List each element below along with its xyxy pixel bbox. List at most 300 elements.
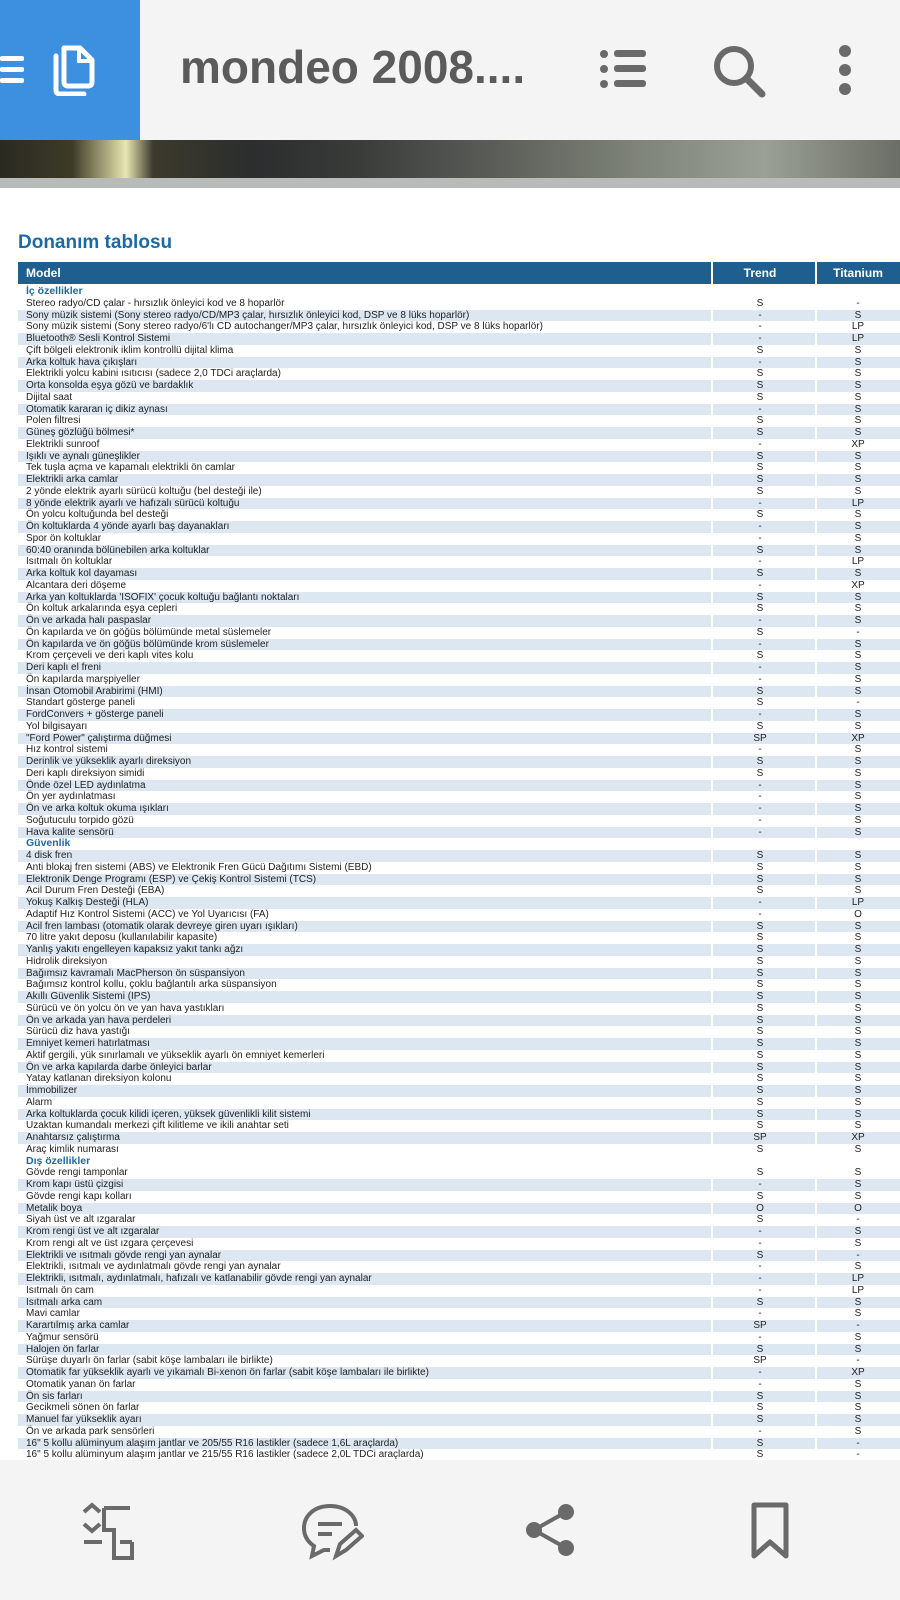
table-row (18, 1367, 900, 1379)
titanium-value: - (856, 1355, 860, 1367)
table-row (18, 874, 900, 886)
table-row (18, 592, 900, 604)
titanium-value: S (854, 1226, 862, 1237)
trend-value: - (758, 309, 762, 321)
table-row (18, 686, 900, 698)
feature-label: Derinlik ve yükseklik ayarlı direksiyon (26, 756, 192, 767)
table-row (18, 545, 900, 557)
table-row (18, 1003, 900, 1015)
titanium-value: S (854, 1014, 862, 1026)
trend-value: S (756, 1437, 764, 1449)
table-row (18, 1132, 900, 1144)
titanium-value: LP (851, 497, 865, 509)
feature-label: Emniyet kemeri hatırlatması (26, 1038, 150, 1049)
trend-value: S (756, 967, 764, 979)
table-row (18, 1250, 900, 1262)
titanium-value: S (854, 944, 862, 955)
titanium-value: S (854, 1343, 862, 1355)
titanium-value: S (854, 1261, 862, 1273)
feature-label: Araç kimlik numarası (26, 1143, 119, 1155)
list-icon[interactable] (598, 44, 648, 94)
titanium-value: - (856, 1214, 860, 1226)
trend-value: S (756, 1402, 764, 1414)
feature-label: Krom çerçeveli ve deri kaplı vites kolu (26, 650, 194, 662)
feature-label: Halojen ön farlar (26, 1343, 100, 1355)
table-row (18, 662, 900, 674)
titanium-value: S (854, 591, 862, 603)
feature-label: Elektrikli yolcu kabini ısıtıcısı (sadece 2,0 TDCi araçlarda) (26, 368, 281, 380)
trend-value: - (758, 521, 762, 532)
feature-label: Orta konsolda eşya gözü ve bardaklık (26, 380, 194, 391)
feature-label: Bağımsız kontrol kollu, çoklu bağlantılı arka süspansiyon (26, 979, 277, 991)
titanium-value: LP (851, 333, 865, 344)
titanium-value: S (854, 1179, 862, 1190)
more-vert-icon[interactable] (836, 44, 854, 96)
trend-value: - (758, 908, 762, 920)
trend-value: S (756, 568, 764, 579)
trend-value: - (758, 615, 762, 626)
table-row (18, 1191, 900, 1203)
feature-label: Ön sis farları (26, 1390, 83, 1402)
table-row (18, 650, 900, 662)
feature-label: Ön ve arka koltuk okuma ışıkları (26, 803, 169, 814)
titanium-value: S (854, 427, 862, 438)
titanium-value: - (856, 697, 860, 709)
trend-value: S (756, 1038, 764, 1049)
table-row (18, 1179, 900, 1191)
trend-value: - (758, 356, 762, 368)
feature-label: Dijital saat (26, 391, 73, 403)
trend-value: - (758, 438, 762, 450)
feature-label: Krom kapı üstü çizgisi (26, 1179, 124, 1190)
table-row (18, 991, 900, 1003)
titanium-value: S (854, 814, 862, 826)
titanium-value: S (854, 403, 862, 415)
column-header-trend: Trend (743, 266, 777, 280)
feature-label: Polen filtresi (26, 415, 81, 427)
feature-label: Çift bölgeli elektronik iklim kontrollü dijital klima (26, 344, 234, 356)
feature-label: Otomatik far yükseklik ayarlı ve yıkamalı Bi-xenon ön farlar (sabit köşe lambaları ile birlikte) (26, 1367, 429, 1378)
table-row (18, 921, 900, 933)
trend-value: SP (753, 732, 767, 744)
feature-label: Ön koltuk arkalarında eşya cepleri (26, 603, 178, 615)
titanium-value: S (854, 1308, 862, 1320)
share-icon[interactable] (524, 1502, 576, 1558)
feature-label: 8 yönde elektrik ayarlı ve hafızalı sürücü koltuğu (26, 497, 240, 509)
bookmark-icon[interactable] (750, 1502, 790, 1560)
trend-value: S (756, 720, 764, 732)
titanium-value: S (854, 709, 862, 720)
feature-label: Siyah üst ve alt ızgaralar (26, 1214, 136, 1226)
trend-value: - (758, 1284, 762, 1296)
table-row (18, 1167, 900, 1179)
feature-label: İnsan Otomobil Arabirimi (HMI) (26, 685, 163, 697)
titanium-value: S (854, 356, 862, 368)
table-row (18, 498, 900, 510)
trend-value: - (758, 497, 762, 509)
feature-label: Isıtmalı arka cam (26, 1296, 103, 1308)
trend-value: S (756, 861, 764, 873)
feature-label: Yanlış yakıtı engelleyen kapaksız yakıt tankı ağzı (26, 944, 244, 955)
table-row (18, 709, 900, 721)
titanium-value: XP (851, 1132, 865, 1143)
titanium-value: S (854, 885, 862, 897)
trend-value: - (758, 579, 762, 591)
trend-value: S (756, 415, 764, 427)
titanium-value: S (854, 744, 862, 756)
comment-edit-icon[interactable] (300, 1502, 364, 1562)
feature-label: Otomatik yanan ön farlar (26, 1378, 136, 1390)
table-row (18, 768, 900, 780)
document-page[interactable] (0, 188, 900, 1460)
table-row (18, 1238, 900, 1250)
titanium-value: S (854, 615, 862, 626)
titanium-value: O (854, 908, 862, 920)
trend-value: - (758, 662, 762, 673)
table-row (18, 556, 900, 568)
titanium-value: LP (851, 556, 865, 568)
feature-label: Anahtarsız çalıştırma (26, 1132, 120, 1143)
feature-label: Elektrikli ve ısıtmalı gövde rengi yan aynalar (26, 1249, 222, 1261)
titanium-value: S (854, 1190, 862, 1202)
table-row (18, 521, 900, 533)
trend-value: S (756, 1214, 764, 1226)
titanium-value: O (854, 1202, 862, 1214)
table-row (18, 862, 900, 874)
feature-label: Elektrikli arka camlar (26, 474, 119, 485)
trend-value: - (758, 814, 762, 826)
table-row (18, 1226, 900, 1238)
page-heading: Donanım tablosu (18, 232, 173, 253)
titanium-value: XP (851, 579, 865, 591)
table-row (18, 1379, 900, 1391)
titanium-value: S (854, 662, 862, 673)
feature-label: Hız kontrol sistemi (26, 744, 108, 756)
section-title: Güvenlik (26, 837, 71, 850)
table-row (18, 1438, 900, 1450)
feature-label: Sony müzik sistemi (Sony stereo radyo/6'lı CD autochanger/MP3 çalar, hırsızlık önleyici kod, DSP ve 8 lüks hoparlör) (26, 321, 543, 333)
bottom-toolbar (0, 1460, 900, 1600)
titanium-value: S (854, 967, 862, 979)
feature-label: Isıtmalı ön koltuklar (26, 556, 113, 568)
feature-label: Sony müzik sistemi (Sony stereo radyo/CD/MP3 çalar, hırsızlık önleyici kod, DSP ve 8 lüks hoparlör) (26, 309, 470, 321)
feature-label: Krom rengi alt ve üst ızgara çerçevesi (26, 1237, 194, 1249)
feature-label: Otomatik kararan iç dikiz aynası (26, 403, 168, 415)
titanium-value: S (854, 1237, 862, 1249)
trend-value: S (756, 1085, 764, 1096)
titanium-value: S (854, 391, 862, 403)
table-row (18, 345, 900, 357)
feature-label: Isıtmalı ön cam (26, 1284, 94, 1296)
trend-value: - (758, 1331, 762, 1343)
feature-label: Alarm (26, 1096, 53, 1108)
table-row (18, 1214, 900, 1226)
feature-label: 70 litre yakıt deposu (kullanılabilir kapasite) (26, 932, 218, 944)
trend-value: S (756, 1343, 764, 1355)
titanium-value: S (854, 1296, 862, 1308)
table-row (18, 968, 900, 980)
trend-value: SP (753, 1132, 767, 1143)
trend-value: S (756, 920, 764, 932)
trend-value: - (758, 1261, 762, 1273)
table-row (18, 1085, 900, 1097)
trend-value: S (756, 685, 764, 697)
trend-value: S (756, 1026, 764, 1038)
titanium-value: S (854, 1425, 862, 1437)
titanium-value: S (854, 380, 862, 391)
feature-label: Yokuş Kalkış Desteği (HLA) (26, 897, 149, 908)
feature-label: Anti blokaj fren sistemi (ABS) ve Elektronik Fren Gücü Dağıtımı Sistemi (EBD) (26, 861, 372, 873)
feature-label: Tek tuşla açma ve kapamalı elektrikli ön camlar (26, 462, 235, 474)
titanium-value: S (854, 474, 862, 485)
feature-label: 16" 5 kollu alüminyum alaşım jantlar ve 205/55 R16 lastikler (sadece 1,6L araçlarda) (26, 1437, 399, 1449)
table-row (18, 1449, 900, 1460)
titanium-value: XP (851, 1367, 865, 1378)
titanium-value: S (854, 991, 862, 1002)
trend-value: S (756, 991, 764, 1002)
table-row (18, 885, 900, 897)
titanium-value: S (854, 685, 862, 697)
hamburger-menu-icon[interactable] (0, 56, 24, 84)
column-header-model: Model (26, 266, 61, 280)
table-row (18, 1426, 900, 1438)
feature-label: Uzaktan kumandalı merkezi çift kilitleme ve ikili anahtar seti (26, 1120, 289, 1132)
titanium-value: - (856, 1320, 860, 1331)
titanium-value: - (856, 626, 860, 638)
table-row (18, 1050, 900, 1062)
table-row (18, 1097, 900, 1109)
table-row (18, 1109, 900, 1121)
table-row (18, 721, 900, 733)
trend-value: S (756, 756, 764, 767)
trend-value: - (758, 532, 762, 544)
titanium-value: S (854, 1331, 862, 1343)
feature-label: Ön kapılarda ve ön göğüs bölümünde krom süslemeler (26, 638, 269, 650)
table-row (18, 1015, 900, 1027)
titanium-value: S (854, 368, 862, 380)
titanium-value: S (854, 1378, 862, 1390)
trend-value: S (756, 1108, 764, 1120)
table-row (18, 357, 900, 369)
feature-label: Arka koltuk hava çıkışları (26, 356, 138, 368)
table-row (18, 1261, 900, 1273)
table-row (18, 310, 900, 322)
table-row (18, 568, 900, 580)
feature-label: Adaptif Hız Kontrol Sistemi (ACC) ve Yol Uyarıcısı (FA) (26, 908, 269, 920)
trend-value: - (758, 826, 762, 838)
feature-label: 2 yönde elektrik ayarlı sürücü koltuğu (bel desteği ile) (26, 485, 262, 497)
trend-value: S (756, 1073, 764, 1085)
section-heading-row (18, 1156, 900, 1168)
table-row (18, 744, 900, 756)
titanium-value: S (854, 521, 862, 532)
table-row (18, 956, 900, 968)
feature-label: Sürüşe duyarlı ön farlar (sabit köşe lambaları ile birlikte) (26, 1355, 273, 1367)
table-row (18, 1144, 900, 1156)
trend-value: - (758, 1425, 762, 1437)
feature-label: FordConvers + gösterge paneli (26, 709, 164, 720)
feature-label: Acil fren lambası (otomatik olarak devreye giren uyarı ışıkları) (26, 920, 298, 932)
titanium-value: - (856, 1437, 860, 1449)
feature-label: Güneş gözlüğü bölmesi* (26, 427, 135, 438)
feature-label: 60:40 oranında bölünebilen arka koltuklar (26, 544, 210, 556)
trend-value: S (756, 885, 764, 897)
feature-label: Ön ve arkada halı paspaslar (26, 615, 152, 626)
table-row (18, 1320, 900, 1332)
table-row (18, 474, 900, 486)
table-row (18, 1062, 900, 1074)
copy-files-icon[interactable] (46, 44, 96, 96)
feature-label: Metalik boya (26, 1202, 83, 1214)
trend-value: S (756, 850, 764, 861)
feature-label: "Ford Power" çalıştırma düğmesi (26, 732, 172, 744)
trend-value: S (756, 1096, 764, 1108)
feature-label: Arka koltuk kol dayaması (26, 568, 138, 579)
titanium-value: S (854, 779, 862, 791)
feature-label: Alcantara deri döşeme (26, 579, 127, 591)
trend-value: S (756, 1143, 764, 1155)
titanium-value: S (854, 1143, 862, 1155)
trend-value: S (756, 932, 764, 944)
top-app-bar (0, 0, 900, 140)
table-row (18, 697, 900, 709)
titanium-value: LP (851, 1284, 865, 1296)
feature-label: Manuel far yükseklik ayarı (26, 1414, 142, 1425)
table-row (18, 897, 900, 909)
titanium-value: S (854, 861, 862, 873)
table-row (18, 827, 900, 839)
titanium-value: S (854, 344, 862, 356)
feature-label: Elektrikli, ısıtmalı ve aydınlatmalı gövde rengi yan aynalar (26, 1261, 281, 1273)
titanium-value: S (854, 1414, 862, 1425)
feature-label: Hava kalite sensörü (26, 826, 114, 838)
table-row (18, 1344, 900, 1356)
feature-label: Gövde rengi tamponlar (26, 1167, 128, 1179)
trend-value: S (756, 344, 764, 356)
feature-label: Elektronik Denge Programı (ESP) ve Çekiş Kontrol Sistemi (TCS) (26, 873, 317, 885)
table-header (18, 262, 900, 284)
titanium-value: S (854, 544, 862, 556)
titanium-value: S (854, 1402, 862, 1414)
titanium-value: S (854, 309, 862, 321)
table-row (18, 674, 900, 686)
trend-value: S (756, 1249, 764, 1261)
search-icon[interactable] (712, 44, 766, 98)
table-row (18, 780, 900, 792)
feature-label: Arka yan koltuklarda 'ISOFIX' çocuk koltuğu bağlantı noktaları (26, 591, 300, 603)
feature-label: Önde özel LED aydınlatma (26, 779, 146, 791)
trend-value: - (758, 321, 762, 333)
titanium-value: S (854, 673, 862, 685)
feature-label: Bluetooth® Sesli Kontrol Sistemi (26, 333, 171, 344)
titanium-value: S (854, 826, 862, 838)
trend-value: S (756, 979, 764, 991)
table-row (18, 298, 900, 310)
titanium-value: S (854, 450, 862, 462)
document-title: mondeo 2008.... (180, 41, 526, 93)
trend-value: S (756, 1120, 764, 1132)
trend-value: S (756, 873, 764, 885)
trend-value: - (758, 1226, 762, 1237)
header-divider (0, 178, 900, 188)
table-row (18, 627, 900, 639)
titanium-value: S (854, 485, 862, 497)
feature-label: Gövde rengi kapı kolları (26, 1190, 132, 1202)
table-row (18, 451, 900, 463)
section-heading-row (18, 838, 900, 850)
trend-value: S (756, 697, 764, 709)
table-row (18, 791, 900, 803)
titanium-value: S (854, 568, 862, 579)
feature-label: Acil Durum Fren Desteği (EBA) (26, 885, 165, 897)
titanium-value: S (854, 803, 862, 814)
table-row (18, 815, 900, 827)
table-row (18, 427, 900, 439)
feature-label: Yağmur sensörü (26, 1331, 99, 1343)
table-row (18, 944, 900, 956)
feature-label: Elektrikli sunroof (26, 438, 100, 450)
table-row (18, 462, 900, 474)
table-row (18, 1297, 900, 1309)
titanium-value: S (854, 462, 862, 474)
feature-label: Ön yer aydınlatması (26, 791, 116, 803)
fit-page-icon[interactable] (80, 1502, 136, 1562)
table-row (18, 1391, 900, 1403)
trend-value: O (756, 1202, 764, 1214)
feature-label: Sürücü diz hava yastığı (26, 1026, 130, 1038)
trend-value: S (756, 427, 764, 438)
feature-label: Spor ön koltuklar (26, 532, 102, 544)
trend-value: S (756, 626, 764, 638)
trend-value: S (756, 1190, 764, 1202)
feature-label: Mavi camlar (26, 1308, 80, 1320)
trend-value: - (758, 1273, 762, 1284)
menu-panel-button[interactable] (0, 0, 140, 140)
titanium-value: XP (851, 438, 865, 450)
trend-value: - (758, 638, 762, 650)
trend-value: S (756, 485, 764, 497)
table-row (18, 1026, 900, 1038)
titanium-value: S (854, 1167, 862, 1179)
trend-value: S (756, 767, 764, 779)
titanium-value: S (854, 1096, 862, 1108)
table-row (18, 1073, 900, 1085)
titanium-value: S (854, 603, 862, 615)
feature-label: 16" 5 kollu alüminyum alaşım jantlar ve 215/55 R16 lastikler (sadece 2,0L TDCi araçlarda) (26, 1449, 424, 1460)
table-row (18, 580, 900, 592)
titanium-value: S (854, 955, 862, 967)
trend-value: S (756, 297, 764, 309)
trend-value: - (758, 709, 762, 720)
table-row (18, 392, 900, 404)
table-row (18, 368, 900, 380)
section-title: Dış özellikler (26, 1154, 91, 1167)
table-row (18, 1402, 900, 1414)
trend-value: S (756, 1296, 764, 1308)
equipment-table (18, 286, 900, 1460)
titanium-value: - (856, 1249, 860, 1261)
table-row (18, 380, 900, 392)
feature-label: Stereo radyo/CD çalar - hırsızlık önleyici kod ve 8 hoparlör (26, 297, 285, 309)
trend-value: SP (753, 1355, 767, 1367)
titanium-value: S (854, 1061, 862, 1073)
feature-label: Akıllı Güvenlik Sistemi (IPS) (26, 991, 151, 1002)
document-header-image (0, 140, 900, 178)
titanium-value: S (854, 509, 862, 521)
table-row (18, 1332, 900, 1344)
table-row (18, 603, 900, 615)
feature-label: Karartılmış arka camlar (26, 1320, 130, 1331)
